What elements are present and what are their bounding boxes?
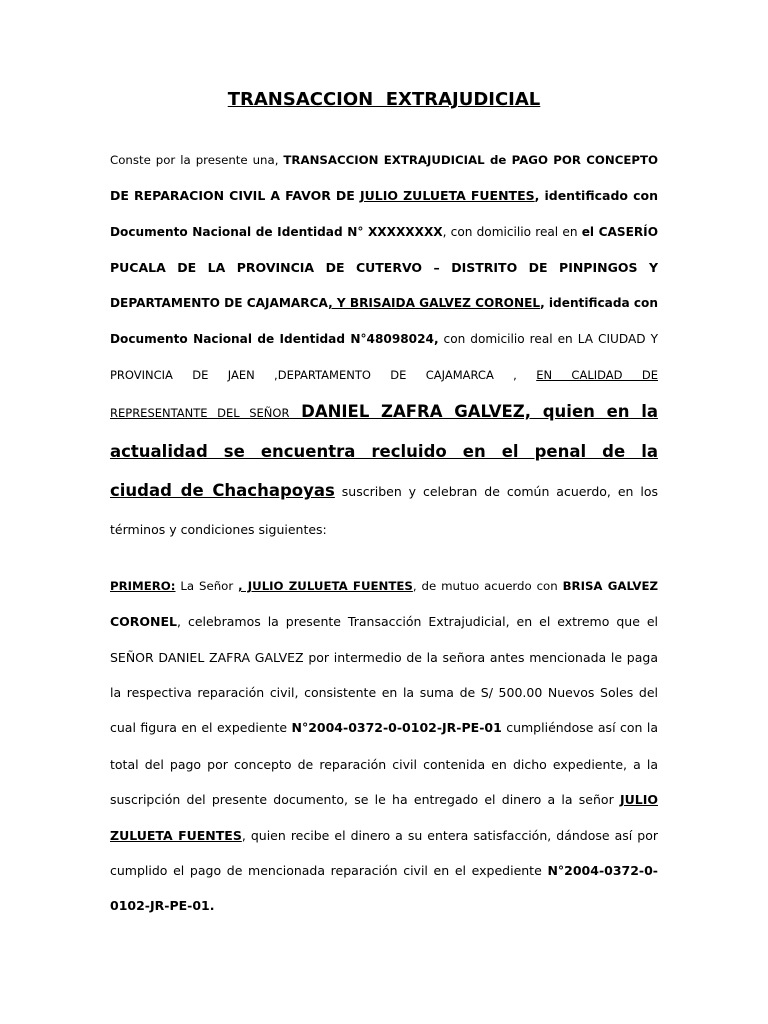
text-run: la respectiva reparación civil, consistente en la suma de S/ 500.00 Nuevos Soles del <box>110 685 658 700</box>
text-run: cumplido el pago de mencionada reparación civil en el expediente <box>110 863 548 878</box>
intro-line-2 <box>110 188 658 203</box>
text-run-bold: Documento Nacional de Identidad N° XXXXXXXX <box>110 225 443 239</box>
case-number: N°2004-0372-0- <box>547 863 658 878</box>
text-run-large-underlined: ciudad de Chachapoyas <box>110 481 335 500</box>
text-run-bold: , identificado con <box>534 188 658 203</box>
primero-line-2 <box>110 614 658 629</box>
text-run: SEÑOR DANIEL ZAFRA GALVEZ por intermedio de la señora antes mencionada le paga <box>110 650 658 665</box>
text-run-bold: TRANSACCION EXTRAJUDICIAL de PAGO POR CONCEPTO <box>283 153 658 167</box>
text-run-bold: DEPARTAMENTO DE CAJAMARCA <box>110 296 329 310</box>
text-run: , quien recibe el dinero a su entera satisfacción, dándose así por <box>241 828 658 843</box>
name-julio-zulueta: JULIO ZULUETA FUENTES <box>359 188 535 203</box>
primero-line-6 <box>110 757 658 772</box>
text-run-bold: BRISA GALVEZ <box>562 579 659 593</box>
intro-line-6 <box>110 331 658 346</box>
text-run: suscripción del presente documento, se le ha entregado el dinero a la señor <box>110 792 620 807</box>
name-julio-zulueta: ZULUETA FUENTES <box>110 828 242 843</box>
primero-line-9 <box>110 863 658 878</box>
primero-line-4 <box>110 685 658 700</box>
primero-line-8 <box>110 828 658 843</box>
intro-line-10 <box>110 481 658 500</box>
intro-line-7 <box>110 368 658 382</box>
intro-line-8 <box>110 402 658 421</box>
intro-line-9 <box>110 442 658 461</box>
name-julio-zulueta: , JULIO ZULUETA FUENTES <box>238 579 413 593</box>
text-run: con domicilio real en LA CIUDAD Y <box>438 332 658 346</box>
text-run-bold: Documento Nacional de Identidad N°48098024, <box>110 332 439 346</box>
text-run-bold: el CASERÍO <box>581 225 658 239</box>
text-run: , celebramos la presente Transacción Extrajudicial, en el extremo que el <box>177 614 658 629</box>
primero-line-10 <box>110 898 658 913</box>
text-run: , con domicilio real en <box>442 225 582 239</box>
name-julio-zulueta: JULIO <box>619 792 658 807</box>
text-run-bold: , identificada con <box>540 296 659 310</box>
text-run-bold: PUCALA DE LA PROVINCIA DE CUTERVO – DISTRITO DE PINPINGOS Y <box>110 260 658 275</box>
name-daniel-zafra: DANIEL ZAFRA GALVEZ, quien en la <box>289 402 658 421</box>
case-number: N°2004-0372-0-0102-JR-PE-01 <box>291 720 502 735</box>
text-run: La Señor <box>175 579 239 593</box>
text-run: cumpliéndose así con la <box>501 720 658 735</box>
case-number: 0102-JR-PE-01. <box>110 898 215 913</box>
text-run: términos y condiciones siguientes: <box>110 522 327 537</box>
text-run: , de mutuo acuerdo con <box>412 579 563 593</box>
text-run: total del pago por concepto de reparación civil contenida en dicho expediente, a la <box>110 757 658 772</box>
intro-line-4 <box>110 260 658 275</box>
intro-line-3 <box>110 224 658 239</box>
primero-line-7 <box>110 792 658 807</box>
clause-heading-primero: PRIMERO: <box>110 579 176 593</box>
text-run: Conste por la presente una, <box>110 153 284 167</box>
text-run: cual figura en el expediente <box>110 720 292 735</box>
text-run-large-underlined: actualidad se encuentra recluido en el penal de la <box>110 442 658 461</box>
name-brisaida-galvez: , Y BRISAIDA GALVEZ CORONEL <box>328 296 541 310</box>
text-run-underlined: EN CALIDAD DE <box>536 368 658 382</box>
primero-line-5 <box>110 720 658 735</box>
document-title: TRANSACCION EXTRAJUDICIAL <box>227 89 541 110</box>
text-run: PROVINCIA DE JAEN ,DEPARTAMENTO DE CAJAMARCA , <box>110 368 537 382</box>
text-run: suscriben y celebran de común acuerdo, en los <box>334 484 658 499</box>
intro-line-5 <box>110 295 658 310</box>
intro-line-11 <box>110 522 658 537</box>
text-run-bold: DE REPARACION CIVIL A FAVOR DE <box>110 188 360 203</box>
intro-line-1 <box>110 152 658 167</box>
text-run-underlined: REPRESENTANTE DEL SEÑOR <box>110 406 290 420</box>
text-run-bold: CORONEL <box>110 614 178 629</box>
primero-line-1 <box>110 578 658 593</box>
primero-line-3 <box>110 650 658 665</box>
